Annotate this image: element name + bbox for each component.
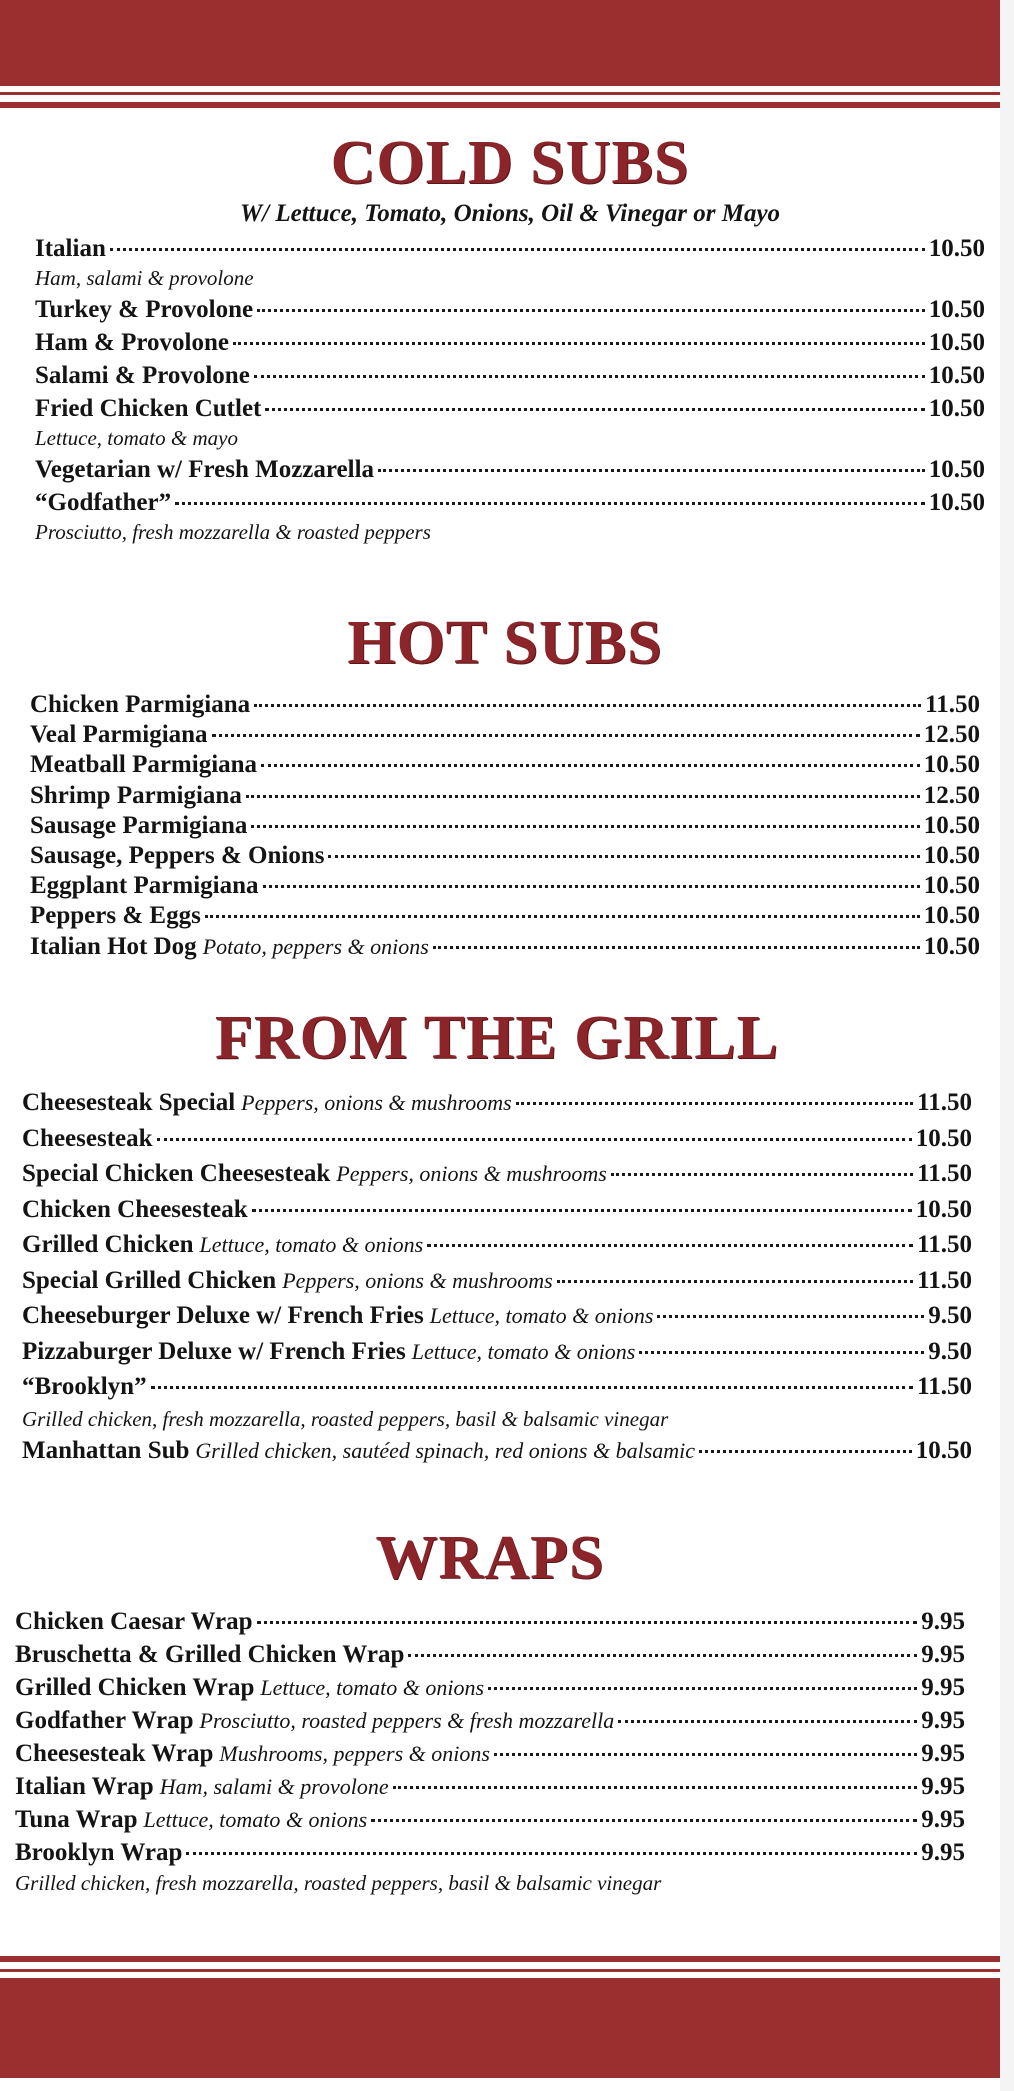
item-price: 10.50 xyxy=(928,362,985,389)
item-price: 10.50 xyxy=(915,1124,972,1152)
menu-item-row xyxy=(15,1638,965,1671)
bottom-color-band xyxy=(0,1978,1000,2078)
dot-leader xyxy=(611,1173,913,1176)
menu-item xyxy=(30,841,980,871)
top-thick-rule xyxy=(0,102,1000,108)
item-price: 9.50 xyxy=(928,1337,972,1365)
menu-item-row xyxy=(22,1433,972,1469)
menu-item-row xyxy=(15,1671,965,1704)
menu-item-row xyxy=(30,841,980,871)
item-name: Italian Wrap xyxy=(15,1773,154,1800)
item-price: 10.50 xyxy=(915,1436,972,1464)
item-name: Ham & Provolone xyxy=(35,329,229,356)
menu-item-row xyxy=(35,361,985,391)
menu-list xyxy=(35,234,985,546)
dot-leader xyxy=(699,1450,912,1453)
item-name: Chicken Parmigiana xyxy=(30,691,251,718)
dot-leader xyxy=(263,885,920,888)
menu-item xyxy=(22,1227,972,1263)
item-description: Lettuce, tomato & onions xyxy=(143,1807,368,1832)
menu-item-row xyxy=(22,1121,972,1157)
menu-item-row xyxy=(30,901,980,931)
dot-leader xyxy=(378,469,925,472)
menu-item xyxy=(15,1638,965,1671)
dot-leader xyxy=(175,502,925,505)
hot-subs-section xyxy=(30,610,980,962)
item-name: Vegetarian w/ Fresh Mozzarella xyxy=(35,456,375,483)
item-description: Ham, salami & provolone xyxy=(159,1774,389,1799)
item-description: Lettuce, tomato & onions xyxy=(199,1232,424,1257)
menu-item xyxy=(30,781,980,811)
dot-leader xyxy=(265,408,924,411)
item-note: Grilled chicken, fresh mozzarella, roasted peppers, basil & balsamic vinegar xyxy=(22,1406,669,1431)
menu-item-row xyxy=(30,781,980,811)
dot-leader xyxy=(254,375,925,378)
item-name: Tuna Wrap xyxy=(15,1806,138,1833)
cold-subs-section xyxy=(35,130,985,549)
item-price: 11.50 xyxy=(917,1089,972,1116)
item-price: 11.50 xyxy=(917,1266,972,1294)
menu-item xyxy=(22,1334,972,1370)
top-thin-rule xyxy=(0,92,1000,95)
menu-item-row xyxy=(30,720,980,750)
item-price: 9.95 xyxy=(921,1707,965,1734)
item-price: 9.95 xyxy=(921,1608,965,1635)
item-price: 12.50 xyxy=(923,721,980,749)
menu-item xyxy=(30,901,980,931)
menu-list xyxy=(22,1085,972,1468)
dot-leader xyxy=(371,1819,917,1822)
item-price: 9.95 xyxy=(921,1740,965,1767)
item-name: Sausage, Peppers & Onions xyxy=(30,842,325,870)
dot-leader xyxy=(408,1654,917,1657)
page-edge xyxy=(1000,0,1014,2091)
menu-item-row xyxy=(35,488,985,518)
item-price: 10.50 xyxy=(928,489,985,516)
item-name: Brooklyn Wrap xyxy=(15,1839,183,1866)
dot-leader xyxy=(261,764,920,767)
dot-leader xyxy=(186,1852,917,1855)
item-name: Pizzaburger Deluxe w/ French Fries xyxy=(22,1337,406,1365)
item-price: 11.50 xyxy=(917,1160,972,1187)
dot-leader xyxy=(205,915,920,918)
item-name: Eggplant Parmigiana xyxy=(30,872,259,900)
item-name: Shrimp Parmigiana xyxy=(30,781,242,809)
menu-item-row xyxy=(22,1227,972,1263)
item-name: Sausage Parmigiana xyxy=(30,811,248,839)
menu-item xyxy=(22,1192,972,1228)
item-name: Cheesesteak Wrap xyxy=(15,1740,214,1767)
item-price: 10.50 xyxy=(928,456,985,483)
item-price: 9.50 xyxy=(928,1302,972,1329)
menu-item-row xyxy=(35,394,985,424)
menu-item-row xyxy=(22,1298,972,1334)
item-price: 11.50 xyxy=(917,1231,972,1258)
dot-leader xyxy=(252,1209,912,1212)
menu-item xyxy=(22,1433,972,1469)
menu-item xyxy=(15,1836,965,1897)
item-description: Lettuce, tomato & onions xyxy=(429,1303,654,1328)
menu-list xyxy=(30,690,980,962)
menu-item xyxy=(15,1770,965,1803)
item-name: Chicken Caesar Wrap xyxy=(15,1608,253,1635)
item-description: Peppers, onions & mushrooms xyxy=(336,1161,607,1186)
item-name: Cheesesteak Special xyxy=(22,1089,236,1116)
item-price: 9.95 xyxy=(921,1674,965,1701)
dot-leader xyxy=(488,1687,917,1690)
dot-leader xyxy=(657,1315,924,1318)
item-price: 12.50 xyxy=(923,781,980,809)
menu-item xyxy=(35,455,985,485)
grill-section xyxy=(22,1005,972,1468)
section-title: WRAPS xyxy=(375,1524,605,1592)
item-name: Grilled Chicken Wrap xyxy=(15,1674,255,1701)
menu-item-row xyxy=(15,1803,965,1836)
item-name: “Godfather” xyxy=(35,489,172,516)
dot-leader xyxy=(328,855,919,858)
menu-list xyxy=(15,1605,965,1897)
menu-item-row xyxy=(22,1334,972,1370)
item-price: 11.50 xyxy=(925,691,980,718)
dot-leader xyxy=(110,248,925,251)
menu-item-row xyxy=(22,1156,972,1192)
menu-item xyxy=(35,234,985,292)
section-title: COLD SUBS xyxy=(330,129,690,197)
item-description: Peppers, onions & mushrooms xyxy=(282,1267,553,1293)
item-price: 9.95 xyxy=(921,1641,965,1668)
menu-item-row xyxy=(30,690,980,720)
menu-item-row xyxy=(15,1737,965,1770)
menu-item xyxy=(30,720,980,750)
menu-item xyxy=(22,1298,972,1334)
menu-item xyxy=(30,811,980,841)
item-note: Lettuce, tomato & mayo xyxy=(35,426,238,450)
menu-item xyxy=(15,1803,965,1836)
dot-leader xyxy=(212,734,920,737)
item-name: Chicken Cheesesteak xyxy=(22,1195,248,1223)
item-name: Cheesesteak xyxy=(22,1124,153,1152)
menu-item xyxy=(30,871,980,901)
item-price: 10.50 xyxy=(923,932,980,960)
menu-item xyxy=(35,488,985,546)
menu-item-row xyxy=(15,1704,965,1737)
item-price: 9.95 xyxy=(921,1806,965,1833)
item-name: Italian Hot Dog xyxy=(30,932,197,960)
section-title: HOT SUBS xyxy=(347,609,663,677)
item-name: Italian xyxy=(35,235,106,262)
dot-leader xyxy=(257,309,925,312)
menu-item-row xyxy=(35,455,985,485)
menu-item xyxy=(35,394,985,452)
item-name: Godfather Wrap xyxy=(15,1707,194,1734)
menu-item-row xyxy=(35,295,985,325)
menu-item xyxy=(15,1605,965,1638)
dot-leader xyxy=(516,1102,913,1105)
menu-item-row xyxy=(22,1085,972,1121)
menu-item xyxy=(22,1369,972,1433)
item-description: Lettuce, tomato & onions xyxy=(411,1338,636,1364)
dot-leader xyxy=(257,1621,918,1624)
item-price: 9.95 xyxy=(921,1773,965,1800)
wraps-section xyxy=(15,1525,965,1897)
dot-leader xyxy=(246,795,920,798)
menu-item xyxy=(15,1671,965,1704)
menu-item xyxy=(35,361,985,391)
item-name: Manhattan Sub xyxy=(22,1436,190,1464)
dot-leader xyxy=(639,1351,924,1354)
dot-leader xyxy=(251,825,919,828)
top-color-band xyxy=(0,0,1000,86)
dot-leader xyxy=(433,946,920,949)
item-name: “Brooklyn” xyxy=(22,1373,147,1400)
item-name: Special Chicken Cheesesteak xyxy=(22,1160,331,1187)
item-name: Bruschetta & Grilled Chicken Wrap xyxy=(15,1641,405,1668)
menu-item-row xyxy=(15,1836,965,1869)
menu-item-row xyxy=(35,328,985,358)
item-note: Grilled chicken, fresh mozzarella, roasted peppers, basil & balsamic vinegar xyxy=(15,1871,662,1895)
item-description: Potato, peppers & onions xyxy=(202,933,429,959)
item-name: Turkey & Provolone xyxy=(35,296,254,323)
dot-leader xyxy=(393,1786,918,1789)
menu-item-row xyxy=(15,1605,965,1638)
item-name: Grilled Chicken xyxy=(22,1231,194,1258)
dot-leader xyxy=(557,1280,913,1283)
menu-item xyxy=(22,1156,972,1192)
item-price: 10.50 xyxy=(928,329,985,356)
menu-item xyxy=(22,1121,972,1157)
item-name: Peppers & Eggs xyxy=(30,902,201,930)
dot-leader xyxy=(151,1386,914,1389)
menu-item-row xyxy=(15,1770,965,1803)
menu-item-row xyxy=(22,1263,972,1299)
menu-item xyxy=(15,1737,965,1770)
item-price: 10.50 xyxy=(928,296,985,323)
dot-leader xyxy=(494,1753,917,1756)
item-name: Salami & Provolone xyxy=(35,362,250,389)
item-name: Veal Parmigiana xyxy=(30,721,208,749)
item-price: 10.50 xyxy=(923,872,980,900)
item-price: 10.50 xyxy=(923,842,980,870)
item-description: Mushrooms, peppers & onions xyxy=(219,1741,490,1766)
dot-leader xyxy=(618,1720,917,1723)
item-price: 9.95 xyxy=(921,1839,965,1866)
item-note: Ham, salami & provolone xyxy=(35,266,254,290)
menu-item xyxy=(30,690,980,720)
item-description: Grilled chicken, sautéed spinach, red onions & balsamic xyxy=(195,1437,696,1463)
item-price: 11.50 xyxy=(917,1373,972,1400)
menu-item xyxy=(15,1704,965,1737)
item-name: Fried Chicken Cutlet xyxy=(35,395,262,422)
item-price: 10.50 xyxy=(928,235,985,262)
item-price: 10.50 xyxy=(915,1195,972,1223)
item-description: Prosciutto, roasted peppers & fresh mozzarella xyxy=(199,1708,615,1733)
dot-leader xyxy=(254,704,921,707)
dot-leader xyxy=(427,1244,913,1247)
section-subtitle: W/ Lettuce, Tomato, Onions, Oil & Vinegar or Mayo xyxy=(239,200,781,227)
menu-item xyxy=(35,328,985,358)
menu-item-row xyxy=(22,1192,972,1228)
menu-item xyxy=(22,1085,972,1121)
item-name: Cheeseburger Deluxe w/ French Fries xyxy=(22,1302,424,1329)
item-name: Meatball Parmigiana xyxy=(30,751,258,779)
menu-item xyxy=(22,1263,972,1299)
menu-item-row xyxy=(30,750,980,780)
menu-item-row xyxy=(30,871,980,901)
menu-item xyxy=(30,932,980,962)
item-note: Prosciutto, fresh mozzarella & roasted peppers xyxy=(35,520,431,544)
bottom-thin-rule xyxy=(0,1969,1000,1972)
menu-item-row xyxy=(30,811,980,841)
dot-leader xyxy=(157,1138,912,1141)
menu-item xyxy=(35,295,985,325)
menu-item-row xyxy=(30,932,980,962)
menu-item-row xyxy=(22,1369,972,1405)
item-price: 10.50 xyxy=(923,751,980,779)
section-title: FROM THE GRILL xyxy=(214,1004,780,1072)
item-description: Lettuce, tomato & onions xyxy=(260,1675,485,1700)
item-name: Special Grilled Chicken xyxy=(22,1266,277,1294)
item-price: 10.50 xyxy=(928,395,985,422)
menu-item-row xyxy=(35,234,985,264)
bottom-thick-rule xyxy=(0,1956,1000,1962)
dot-leader xyxy=(233,342,925,345)
item-price: 10.50 xyxy=(923,902,980,930)
item-description: Peppers, onions & mushrooms xyxy=(241,1090,512,1115)
menu-item xyxy=(30,750,980,780)
item-price: 10.50 xyxy=(923,811,980,839)
